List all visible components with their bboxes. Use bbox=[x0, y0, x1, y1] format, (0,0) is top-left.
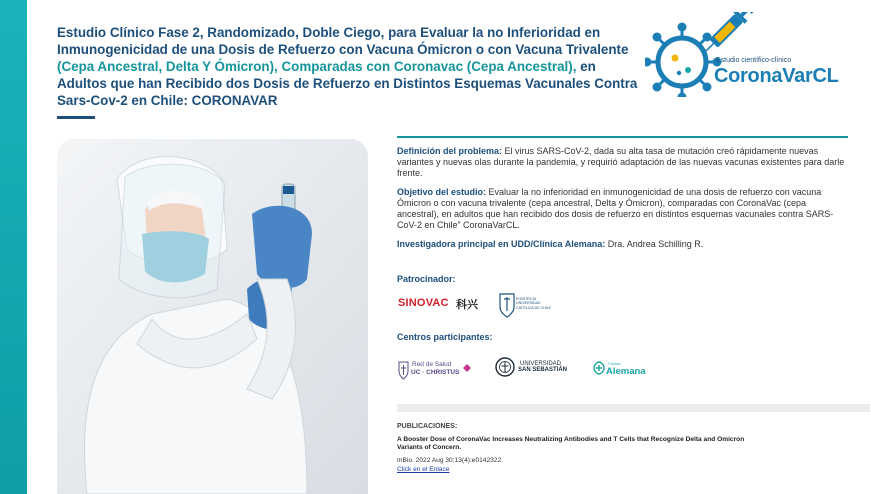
redsalud-line2: UC · CHRISTUS bbox=[411, 369, 460, 376]
problem-text: El virus SARS-CoV-2, dada su alta tasa de mutación creó rápidamente nuevas variantes y nuevas olas durante la pandemia, y requirió adaptación de las nuevas vacunas existentes para darle frente. bbox=[397, 146, 845, 178]
title-text-2: en Adultos que han Recibido dos Dosis de Refuerzo en Distintos Esquemas Vacunales Contra Sars-Cov-2 en Chile: CORONAVAR bbox=[57, 59, 638, 108]
objective-label: Objetivo del estudio: bbox=[397, 187, 487, 197]
uss-line1: UNIVERSIDAD bbox=[520, 361, 562, 367]
objective-text: Evaluar la no inferioridad en inmunogenicidad de una dosis de refuerzo con vacuna Ómicron o con vacuna trivalente (cepa ancestral, Delta y Ómicron), comparadas con CoronaVac (cepa ancestral), en adultos que han recibido dos dosis de refuerzo en distintos esquemas vacunales contra SARS-CoV-2 en Chile” CoronaVarCL. bbox=[397, 187, 834, 230]
investigator-text: Dra. Andrea Schilling R. bbox=[605, 239, 704, 249]
uss-seal-icon bbox=[495, 357, 515, 377]
problem-label: Definición del problema: bbox=[397, 146, 503, 156]
content-divider bbox=[397, 136, 848, 138]
logo-caption: Estudio científico-clínico bbox=[716, 57, 792, 64]
title-text-accent: (Cepa Ancestral, Delta Y Ómicron), Comparadas con Coronavac (Cepa Ancestral), bbox=[57, 59, 577, 74]
alemana-logo-icon bbox=[592, 361, 606, 375]
uss-line2: SAN SEBASTIÁN bbox=[518, 367, 568, 373]
publication-link[interactable]: Click en el Enlace bbox=[397, 466, 450, 473]
problem-paragraph bbox=[397, 146, 849, 179]
investigator-label: Investigadora principal en UDD/Clínica Alemana: bbox=[397, 239, 606, 249]
redsalud-line1: Red de Salud bbox=[412, 361, 452, 368]
left-accent-bar bbox=[0, 0, 27, 494]
title-underline bbox=[57, 116, 95, 119]
sinovac-logo: SINOVAC bbox=[398, 297, 449, 309]
page-title bbox=[57, 24, 647, 109]
puc-name: PONTIFICIA UNIVERSIDAD CATÓLICA DE CHILE bbox=[516, 297, 552, 310]
publication-citation: mBio. 2022 Aug 30;13(4):e0142322. bbox=[397, 457, 503, 464]
researcher-photo bbox=[57, 139, 368, 494]
publication-title: A Booster Dose of CoronaVac Increases Neutralizing Antibodies and T Cells that Recognize Delta and Omicron Variants of Concern. bbox=[397, 436, 745, 452]
study-description bbox=[397, 146, 849, 258]
centers-heading: Centros participantes: bbox=[397, 332, 493, 342]
alemana-line2: Alemana bbox=[606, 366, 646, 377]
publications-bar bbox=[397, 404, 870, 412]
logo-name: CoronaVarCL bbox=[714, 65, 839, 87]
investigator-paragraph bbox=[397, 239, 849, 250]
objective-paragraph bbox=[397, 187, 849, 231]
publications-heading: PUBLICACIONES: bbox=[397, 423, 458, 430]
sponsor-heading: Patrocinador: bbox=[397, 274, 456, 284]
alemana-line1: Clínica bbox=[608, 361, 621, 366]
sinovac-mark: 科兴 bbox=[456, 299, 478, 311]
title-text-1: Estudio Clínico Fase 2, Randomizado, Doble Ciego, para Evaluar la no Inferioridad en Inmunogenicidad de una Dosis de Refuerzo con Vacuna Ómicron o con Vacuna Trivalente bbox=[57, 25, 629, 57]
